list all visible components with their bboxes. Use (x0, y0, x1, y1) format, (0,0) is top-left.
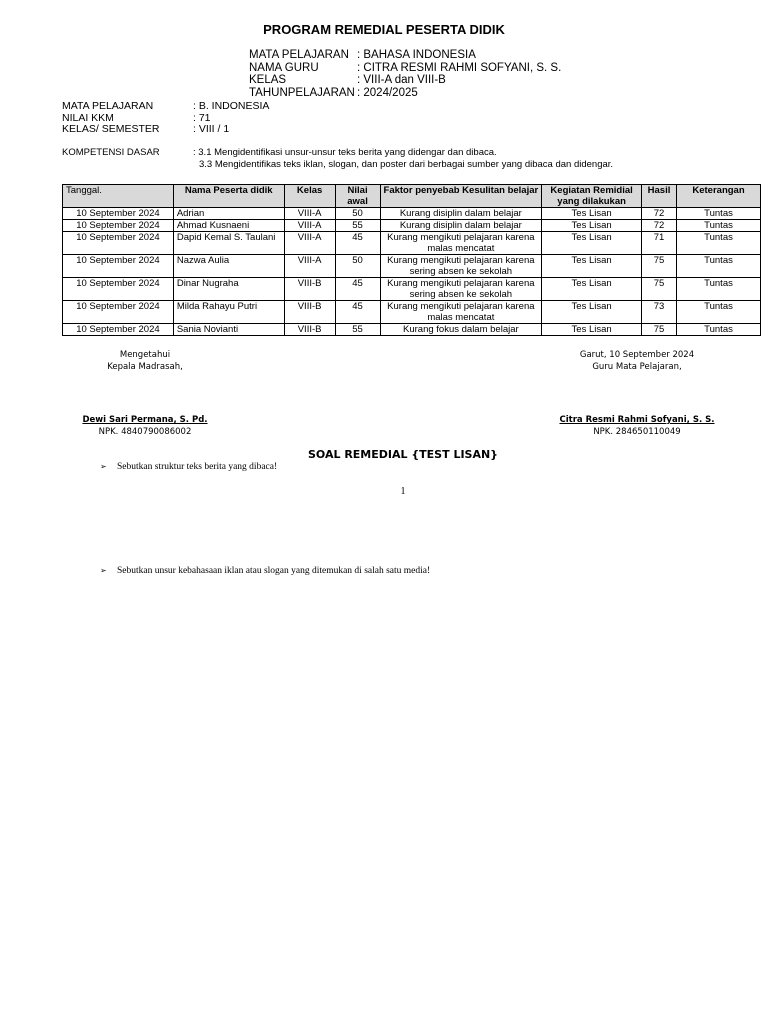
cell-date: 10 September 2024 (63, 324, 174, 336)
signature-role: Kepala Madrasah, (107, 362, 183, 372)
header-label: MATA PELAJARAN (249, 49, 349, 61)
kompetensi-lines (193, 147, 613, 171)
cell-remark: Tuntas (677, 255, 761, 278)
table-row (63, 301, 761, 324)
header-value: : 2024/2025 (357, 86, 418, 99)
cell-factor: Kurang fokus dalam belajar (380, 324, 542, 336)
cell-activity: Tes Lisan (542, 208, 642, 220)
table-row (63, 324, 761, 336)
column-header: Hasil (642, 185, 677, 208)
header-row-teacher (249, 62, 561, 75)
cell-activity: Tes Lisan (542, 232, 642, 255)
cell-activity: Tes Lisan (542, 220, 642, 232)
cell-activity: Tes Lisan (542, 301, 642, 324)
cell-result: 72 (642, 208, 677, 220)
cell-student: Adrian (173, 208, 284, 220)
page-number: 1 (400, 486, 406, 497)
cell-initial-score: 55 (335, 324, 380, 336)
question-item (100, 462, 277, 472)
signature-role: Guru Mata Pelajaran, (592, 362, 682, 372)
cell-student: Dinar Nugraha (173, 278, 284, 301)
cell-activity: Tes Lisan (542, 278, 642, 301)
meta-label: MATA PELAJARAN (62, 100, 154, 112)
signature-teacher (552, 349, 722, 438)
header-row-year (249, 87, 561, 100)
arrow-bullet-icon: ➢ (100, 462, 107, 471)
cell-date: 10 September 2024 (63, 301, 174, 324)
soal-title: SOAL REMEDIAL {TEST LISAN} (307, 448, 499, 461)
cell-initial-score: 50 (335, 208, 380, 220)
meta-value: : B. INDONESIA (193, 100, 270, 112)
signature-space (75, 373, 215, 414)
cell-date: 10 September 2024 (63, 220, 174, 232)
cell-result: 75 (642, 255, 677, 278)
cell-class: VIII-A (284, 232, 335, 255)
cell-initial-score: 45 (335, 278, 380, 301)
cell-initial-score: 55 (335, 220, 380, 232)
meta-value: : 71 (193, 111, 211, 124)
signature-space (552, 373, 722, 414)
cell-factor: Kurang mengikuti pelajaran karena sering absen ke sekolah (380, 278, 542, 301)
cell-date: 10 September 2024 (63, 232, 174, 255)
cell-student: Nazwa Aulia (173, 255, 284, 278)
header-label: NAMA GURU (249, 61, 319, 74)
cell-factor: Kurang disiplin dalam belajar (380, 220, 542, 232)
header-value: : BAHASA INDONESIA (357, 49, 476, 61)
table-header-row (63, 185, 761, 208)
meta-row-subject (62, 101, 269, 113)
signature-line: Mengetahui (119, 350, 171, 360)
column-header: Nilai awal (335, 185, 380, 208)
table-row (63, 232, 761, 255)
header-row-class (249, 74, 561, 87)
cell-student: Milda Rahayu Putri (173, 301, 284, 324)
cell-remark: Tuntas (677, 232, 761, 255)
cell-date: 10 September 2024 (63, 278, 174, 301)
cell-result: 71 (642, 232, 677, 255)
cell-activity: Tes Lisan (542, 255, 642, 278)
cell-student: Ahmad Kusnaeni (173, 220, 284, 232)
meta-value: : VIII / 1 (193, 123, 230, 135)
cell-result: 75 (642, 324, 677, 336)
kompetensi-dasar (62, 147, 613, 171)
header-label: TAHUNPELAJARAN (249, 86, 355, 99)
cell-remark: Tuntas (677, 301, 761, 324)
cell-result: 73 (642, 301, 677, 324)
cell-class: VIII-B (284, 324, 335, 336)
cell-activity: Tes Lisan (542, 324, 642, 336)
cell-date: 10 September 2024 (63, 208, 174, 220)
cell-class: VIII-A (284, 208, 335, 220)
table-row (63, 220, 761, 232)
cell-class: VIII-A (284, 220, 335, 232)
cell-student: Sania Novianti (173, 324, 284, 336)
meta-label: NILAI KKM (62, 111, 114, 124)
cell-remark: Tuntas (677, 324, 761, 336)
meta-row-semester (62, 124, 269, 136)
table-row (63, 208, 761, 220)
cell-class: VIII-B (284, 278, 335, 301)
question-item (100, 566, 430, 576)
signature-line: Garut, 10 September 2024 (579, 350, 695, 360)
signature-name: Citra Resmi Rahmi Sofyani, S. S. (559, 415, 715, 425)
column-header: Keterangan (677, 185, 761, 208)
cell-remark: Tuntas (677, 278, 761, 301)
header-label: KELAS (249, 74, 287, 86)
cell-factor: Kurang mengikuti pelajaran karena malas mencatat (380, 232, 542, 255)
signature-headmaster (75, 349, 215, 438)
signature-name: Dewi Sari Permana, S. Pd. (82, 415, 208, 425)
cell-factor: Kurang mengikuti pelajaran karena sering absen ke sekolah (380, 255, 542, 278)
column-header: Faktor penyebab Kesulitan belajar (380, 185, 542, 208)
header-row-subject (249, 49, 561, 62)
cell-initial-score: 45 (335, 232, 380, 255)
cell-class: VIII-B (284, 301, 335, 324)
cell-result: 72 (642, 220, 677, 232)
cell-result: 75 (642, 278, 677, 301)
arrow-bullet-icon: ➢ (100, 566, 107, 575)
column-header: Kelas (284, 185, 335, 208)
kompetensi-line: : 3.1 Mengidentifikasi unsur-unsur teks berita yang didengar dan dibaca. (193, 147, 497, 158)
page-title: PROGRAM REMEDIAL PESERTA DIDIK (263, 22, 505, 37)
header-info (249, 49, 561, 99)
meta-label: KELAS/ SEMESTER (62, 123, 160, 135)
table-row (63, 255, 761, 278)
signature-npk: NPK. 284650110049 (593, 427, 681, 437)
cell-date: 10 September 2024 (63, 255, 174, 278)
remedial-table (62, 184, 761, 336)
cell-factor: Kurang mengikuti pelajaran karena malas mencatat (380, 301, 542, 324)
cell-factor: Kurang disiplin dalam belajar (380, 208, 542, 220)
cell-remark: Tuntas (677, 220, 761, 232)
meta-info (62, 101, 269, 136)
cell-initial-score: 45 (335, 301, 380, 324)
question-text: Sebutkan struktur teks berita yang dibaca! (117, 462, 278, 472)
cell-remark: Tuntas (677, 208, 761, 220)
header-value: : VIII-A dan VIII-B (357, 74, 446, 86)
kompetensi-line: 3.3 Mengidentifikas teks iklan, slogan, dan poster dari berbagai sumber yang dibaca dan didengar. (199, 159, 614, 170)
column-header: Tanggal. (63, 185, 174, 208)
signature-npk: NPK. 4840790086002 (98, 427, 192, 437)
table-row (63, 278, 761, 301)
column-header: Kegiatan Remidial yang dilakukan (542, 185, 642, 208)
column-header: Nama Peserta didik (173, 185, 284, 208)
question-text: Sebutkan unsur kebahasaan iklan atau slogan yang ditemukan di salah satu media! (117, 566, 431, 576)
cell-student: Dapid Kemal S. Taulani (173, 232, 284, 255)
header-value: : CITRA RESMI RAHMI SOFYANI, S. S. (357, 61, 562, 74)
cell-initial-score: 50 (335, 255, 380, 278)
cell-class: VIII-A (284, 255, 335, 278)
kompetensi-label: KOMPETENSI DASAR (62, 147, 160, 158)
